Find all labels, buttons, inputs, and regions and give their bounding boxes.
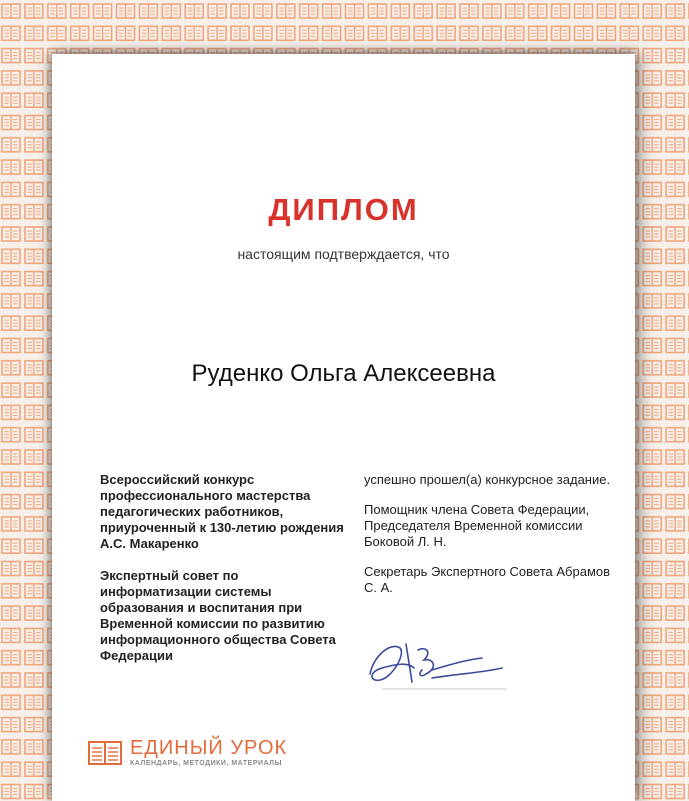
secretary-text: Секретарь Экспертного Совета Абрамов С. А. bbox=[364, 564, 611, 595]
recipient-name: Руденко Ольга Алексеевна bbox=[191, 360, 496, 387]
logo-name: ЕДИНЫЙ УРОК bbox=[130, 737, 288, 759]
signature bbox=[362, 634, 512, 694]
contest-name: Всероссийский конкурс профессионального мастерства педагогических работников, приуроченный к 130-летию рождения А.С. Макаренко bbox=[100, 472, 344, 551]
left-column bbox=[100, 472, 350, 680]
result-text: успешно прошел(а) конкурсное задание. bbox=[364, 472, 611, 487]
diploma-sheet bbox=[52, 54, 635, 801]
assistant-text: Помощник члена Совета Федерации, Председателя Временной комиссии Боковой Л. Н. bbox=[364, 502, 590, 549]
right-column bbox=[364, 472, 624, 610]
council-name: Экспертный совет по информатизации системы образования и воспитания при Временной комиссии по развитию информационного общества Совета Федерации bbox=[100, 568, 336, 663]
diploma-title: ДИПЛОМ bbox=[268, 192, 419, 227]
logo-tagline: КАЛЕНДАРЬ, МЕТОДИКИ, МАТЕРИАЛЫ bbox=[130, 760, 282, 767]
open-book-icon bbox=[88, 739, 122, 767]
edinyi-urok-logo bbox=[88, 737, 318, 771]
diploma-subtitle: настоящим подтверждается, что bbox=[237, 246, 450, 262]
